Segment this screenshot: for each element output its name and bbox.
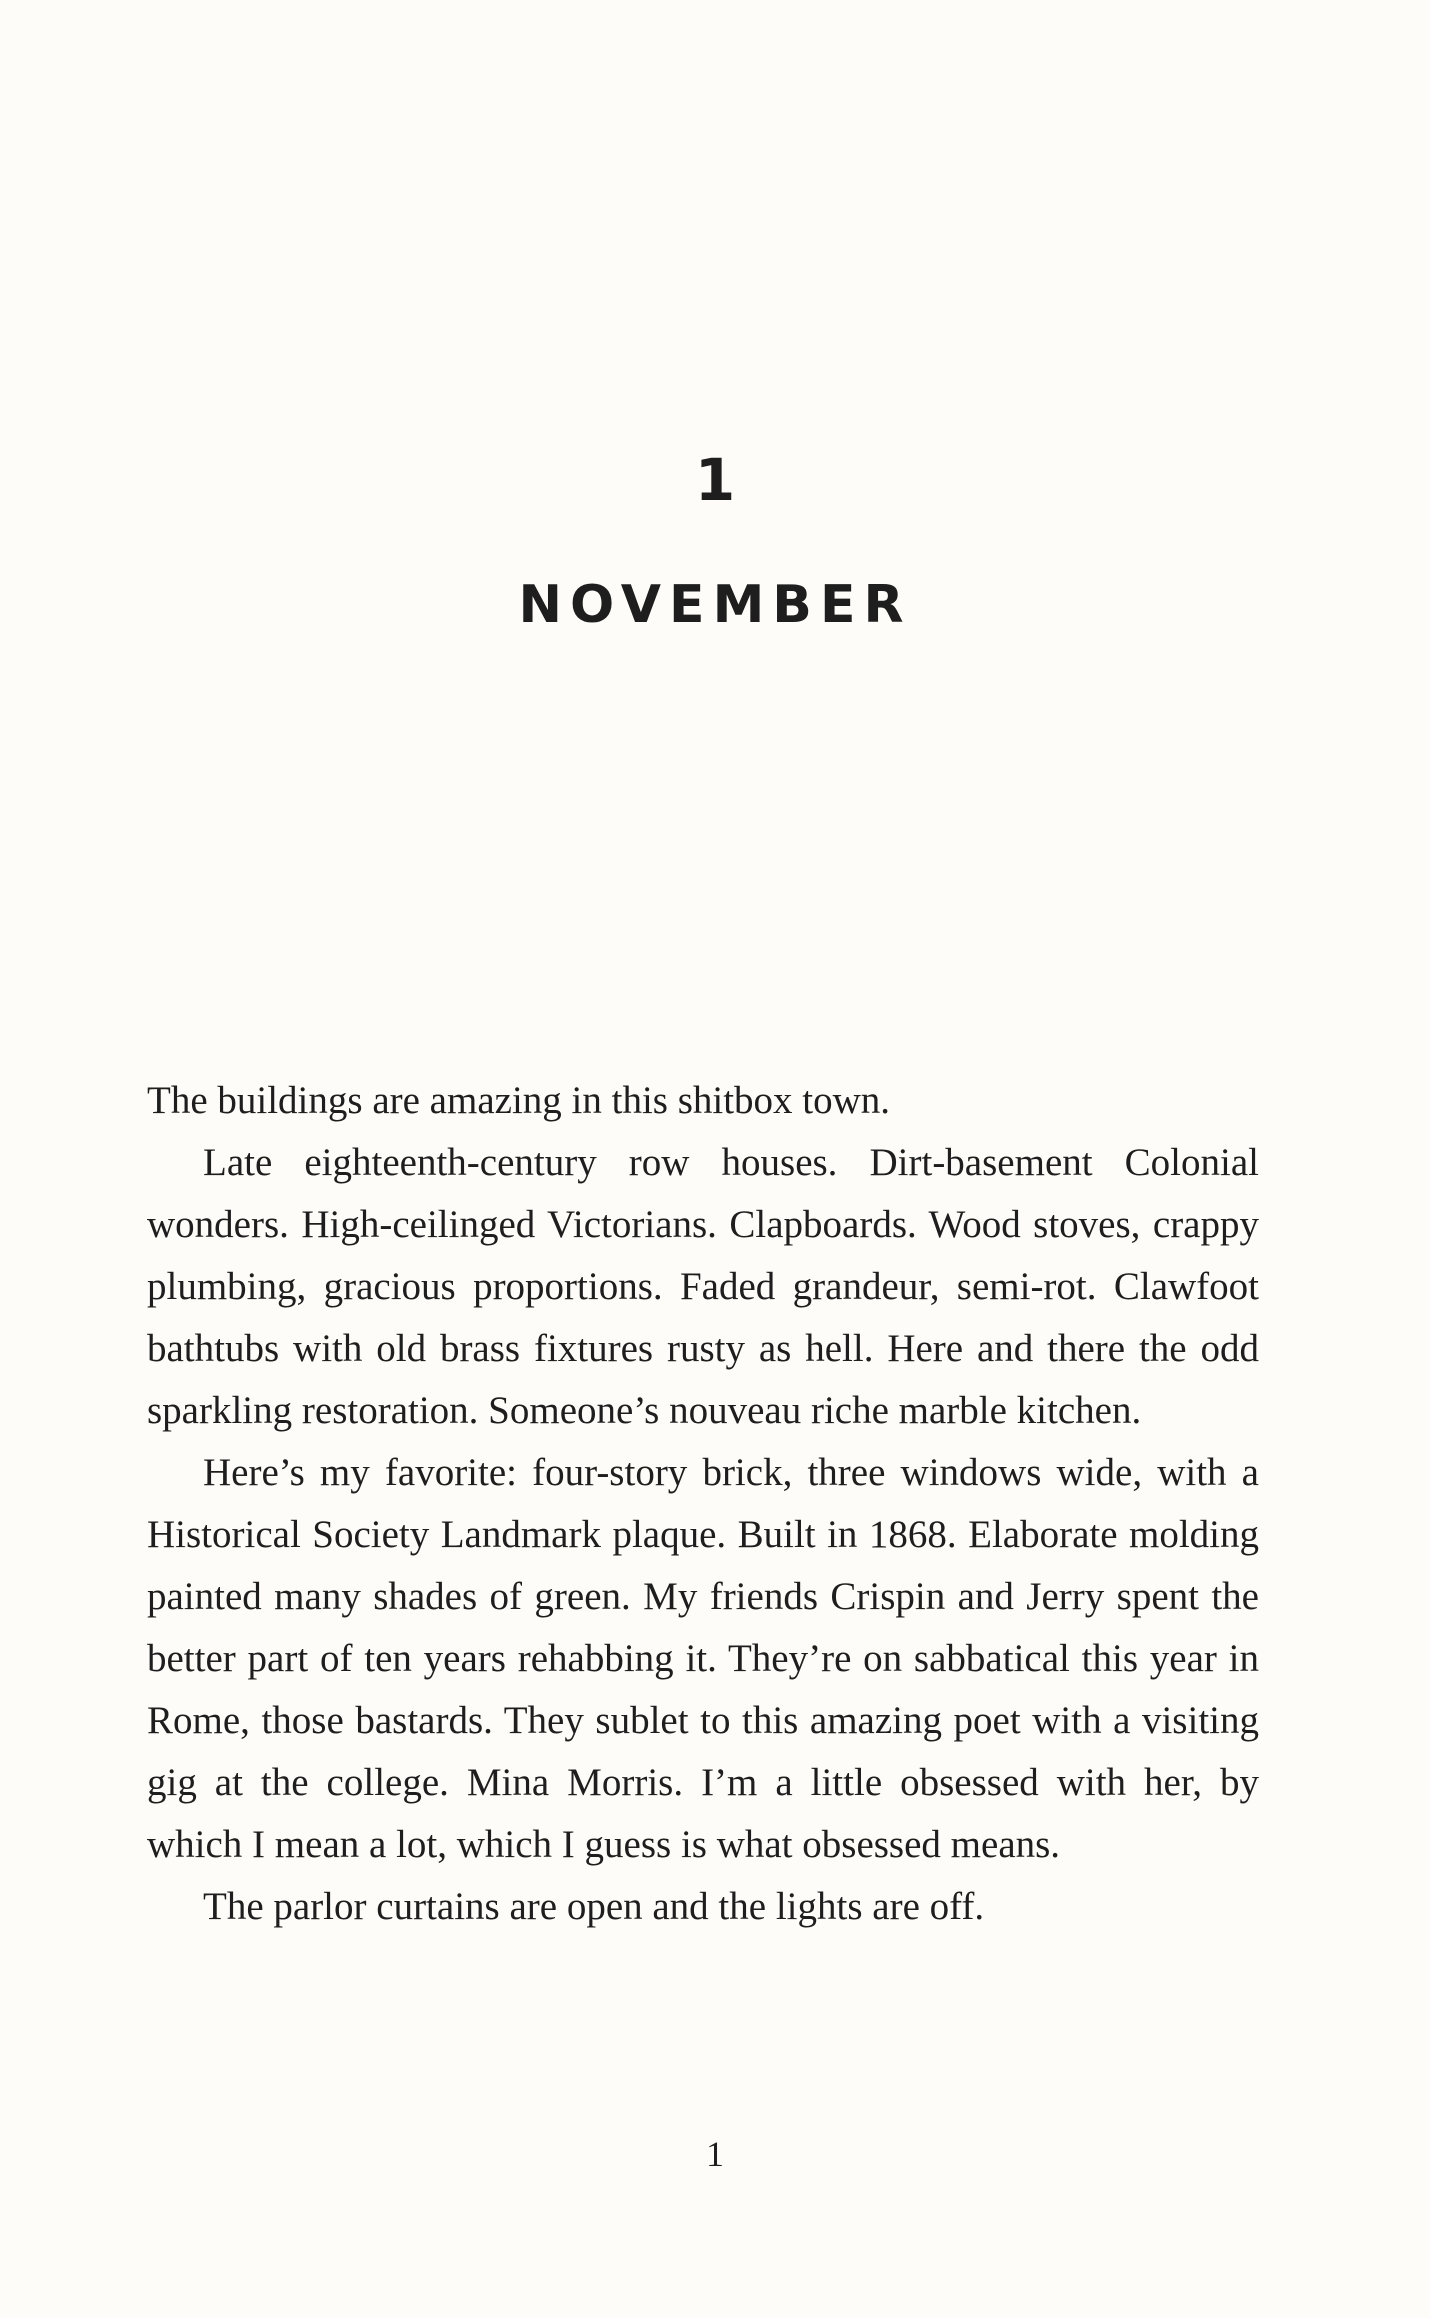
paragraph: Here’s my favorite: four-story brick, three windows wide, with a Historical Society Landmark plaque. Built in 1868. Elaborate molding painted many shades of green. My friends Crispin and Jerry spent the better part of ten years rehabbing it. They’re on sabbatical this year in Rome, those bastards. They sublet to this amazing poet with a visiting gig at the college. Mina Morris. I’m a little obsessed with her, by which I mean a lot, which I guess is what obsessed means. [147, 1451, 1259, 1866]
paragraph: The parlor curtains are open and the lights are off. [203, 1885, 985, 1928]
paragraph: Late eighteenth-century row houses. Dirt-basement Colonial wonders. High-ceilinged Victorians. Clapboards. Wood stoves, crappy plumbing, gracious proportions. Faded grandeur, semi-rot. Clawfoot bathtubs with old brass fixtures rusty as hell. Here and there the odd sparkling restoration. Someone’s nouveau riche marble kitchen. [147, 1141, 1259, 1432]
chapter-title: NOVEMBER [518, 575, 912, 635]
paragraph: The buildings are amazing in this shitbox town. [147, 1079, 891, 1122]
page-number: 1 [706, 2134, 724, 2174]
chapter-body [147, 1070, 1259, 1938]
chapter-number: 1 [694, 446, 736, 514]
